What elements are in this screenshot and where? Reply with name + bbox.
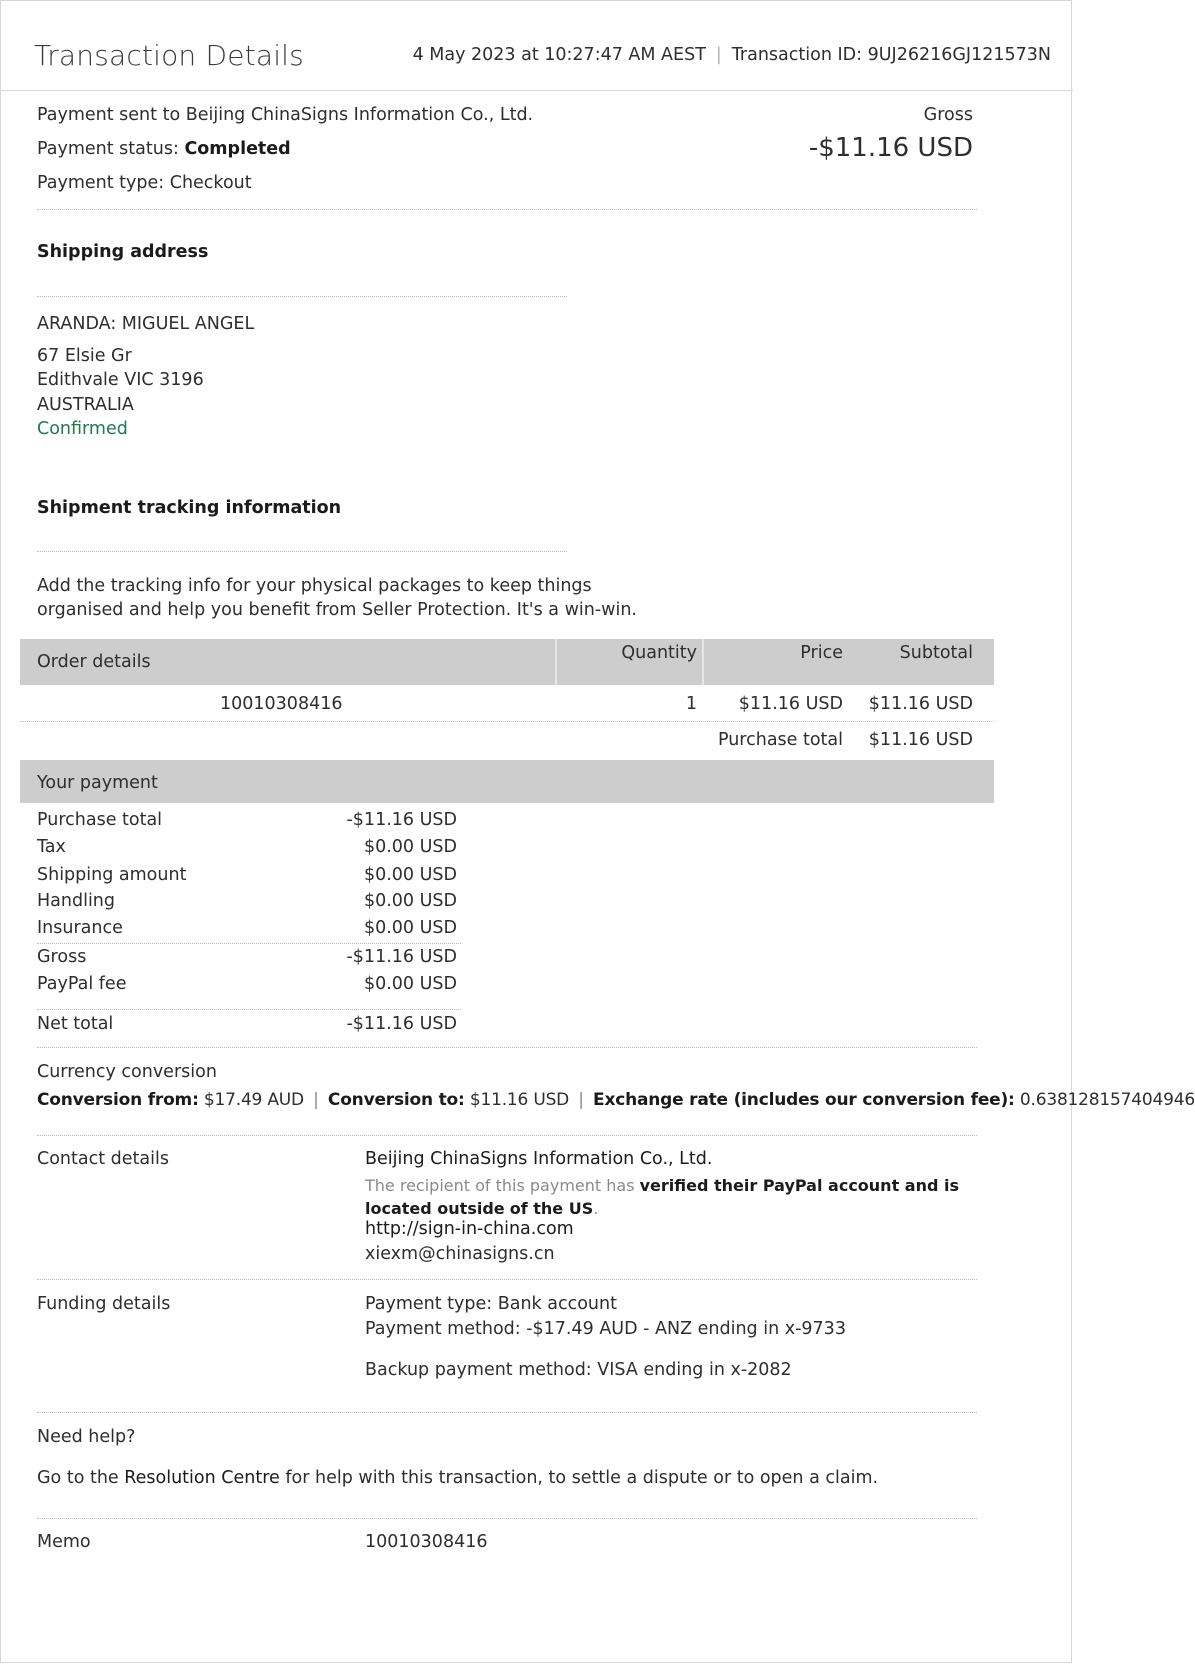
conversion-to-value: $11.16 USD (469, 1090, 570, 1110)
payment-row-value: $0.00 USD (363, 891, 457, 911)
net-total-label: Net total (37, 1014, 114, 1034)
payment-row-value: -$11.16 USD (346, 810, 457, 830)
conversion-separator: | (313, 1090, 319, 1110)
help-text-suffix: for help with this transaction, to settle a dispute or to open a claim. (285, 1468, 879, 1488)
merchant-verification-note (365, 1174, 975, 1220)
help-text-prefix: Go to the (37, 1468, 119, 1488)
gross-label: Gross (923, 105, 973, 125)
column-separator (555, 639, 557, 685)
merchant-website[interactable]: http://sign-in-china.com (365, 1219, 574, 1239)
payment-row-label: Purchase total (37, 810, 163, 830)
transaction-id-label: Transaction ID: (731, 45, 863, 65)
shipping-country: AUSTRALIA (37, 395, 134, 415)
payment-row-label: Shipping amount (37, 865, 187, 885)
divider (20, 721, 994, 722)
divider (37, 943, 461, 944)
purchase-total-value: $11.16 USD (868, 730, 973, 750)
conversion-from-label: Conversion from: (37, 1090, 199, 1110)
conversion-to-label: Conversion to: (327, 1090, 465, 1110)
net-total-value: -$11.16 USD (346, 1014, 457, 1034)
tracking-text-line2: organised and help you benefit from Seller Protection. It's a win-win. (37, 600, 637, 620)
help-text (37, 1468, 878, 1488)
currency-conversion-heading: Currency conversion (37, 1062, 217, 1082)
purchase-total-label: Purchase total (717, 730, 843, 750)
divider (37, 1518, 977, 1519)
divider (37, 1412, 977, 1413)
memo-label: Memo (37, 1532, 91, 1552)
header (1, 1, 1073, 91)
order-details-heading: Order details (37, 652, 151, 672)
your-payment-heading: Your payment (37, 773, 158, 793)
divider (37, 1279, 977, 1280)
order-details-header (20, 639, 994, 685)
need-help-heading: Need help? (37, 1427, 136, 1447)
divider (37, 296, 567, 297)
payment-status (37, 139, 291, 159)
funding-payment-type: Payment type: Bank account (365, 1294, 617, 1314)
address-confirmed-badge: Confirmed (37, 419, 128, 439)
payment-row-value: $0.00 USD (363, 974, 457, 994)
funding-payment-method: Payment method: -$17.49 AUD - ANZ ending in x-9733 (365, 1319, 846, 1339)
shipping-line2: Edithvale VIC 3196 (37, 370, 204, 390)
payment-row-value: -$11.16 USD (346, 947, 457, 967)
column-separator (702, 639, 704, 685)
tracking-heading: Shipment tracking information (37, 498, 342, 518)
merchant-website-link[interactable] (365, 1219, 574, 1239)
payment-row-label: Insurance (37, 918, 123, 938)
shipping-name: ARANDA: MIGUEL ANGEL (37, 314, 255, 334)
exchange-rate-label: Exchange rate (includes our conversion fee): (593, 1090, 1015, 1110)
exchange-rate-value: 0.638128157404946 (1019, 1090, 1195, 1110)
payment-status-value: Completed (184, 139, 291, 159)
header-meta (413, 45, 1051, 65)
page-title: Transaction Details (34, 39, 304, 72)
payment-row-label: Gross (37, 947, 87, 967)
col-quantity: Quantity (621, 643, 697, 663)
divider (37, 1047, 977, 1048)
funding-backup-method: Backup payment method: VISA ending in x-2082 (365, 1360, 792, 1380)
divider (37, 1009, 461, 1010)
verification-note-prefix: The recipient of this payment has (365, 1176, 635, 1195)
verification-note-bold: verified their PayPal account and is located outside (365, 1176, 960, 1218)
payment-sent-to: Payment sent to Beijing ChinaSigns Information Co., Ltd. (37, 105, 534, 125)
verification-note-bold-2: of the US (509, 1199, 594, 1218)
resolution-centre-link[interactable]: Resolution Centre (124, 1468, 280, 1488)
merchant-name: Beijing ChinaSigns Information Co., Ltd. (365, 1149, 713, 1169)
payment-row-label: PayPal fee (37, 974, 127, 994)
order-item-price: $11.16 USD (738, 694, 843, 714)
payment-status-label: Payment status: (37, 139, 179, 159)
memo-value: 10010308416 (365, 1532, 488, 1552)
col-price: Price (800, 643, 843, 663)
order-item-subtotal: $11.16 USD (868, 694, 973, 714)
conversion-separator: | (578, 1090, 584, 1110)
merchant-email[interactable]: xiexm@chinasigns.cn (365, 1244, 555, 1264)
header-separator: | (715, 45, 722, 65)
your-payment-header (20, 760, 994, 803)
verification-note-suffix: . (593, 1199, 599, 1218)
contact-details-label: Contact details (37, 1149, 169, 1169)
divider (37, 551, 567, 552)
conversion-line (37, 1090, 1195, 1110)
payment-row-value: $0.00 USD (363, 865, 457, 885)
payment-row-label: Tax (37, 837, 66, 857)
payment-type: Payment type: Checkout (37, 173, 252, 193)
tracking-text-line1: Add the tracking info for your physical packages to keep things (37, 576, 592, 596)
divider (37, 209, 977, 210)
payment-row-value: $0.00 USD (363, 918, 457, 938)
transaction-id: 9UJ26216GJ121573N (867, 45, 1051, 65)
shipping-line1: 67 Elsie Gr (37, 346, 132, 366)
order-item-name: 10010308416 (220, 694, 343, 714)
gross-amount: -$11.16 USD (808, 133, 973, 163)
funding-details-label: Funding details (37, 1294, 171, 1314)
col-subtotal: Subtotal (899, 643, 973, 663)
order-item-quantity: 1 (685, 694, 697, 714)
divider (37, 1135, 977, 1136)
payment-row-label: Handling (37, 891, 116, 911)
shipping-address-heading: Shipping address (37, 242, 209, 262)
transaction-datetime: 4 May 2023 at 10:27:47 AM AEST (412, 45, 706, 65)
payment-row-value: $0.00 USD (363, 837, 457, 857)
conversion-from-value: $17.49 AUD (203, 1090, 304, 1110)
